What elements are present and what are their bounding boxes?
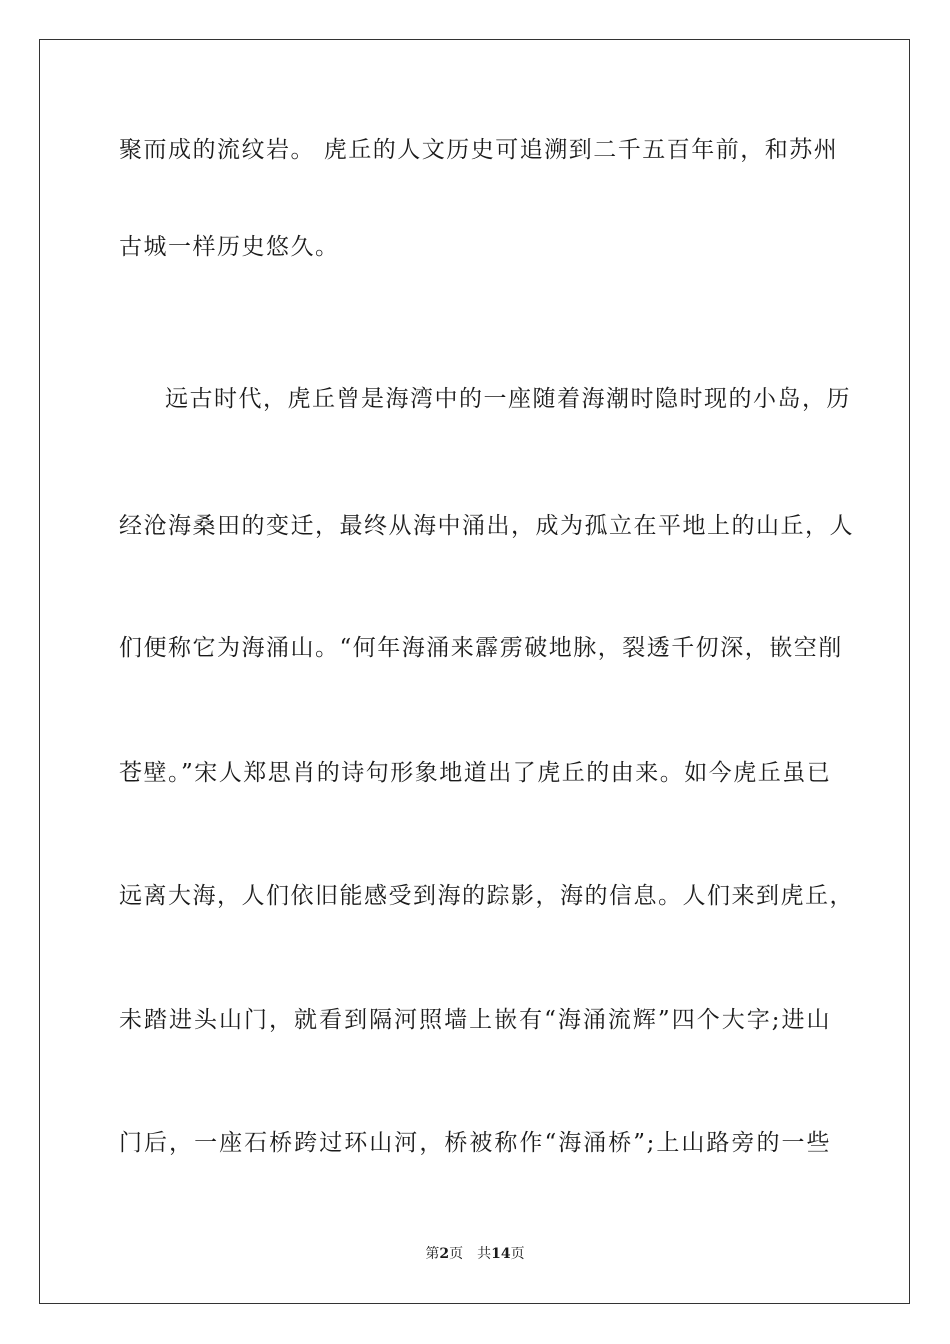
page-prefix: 第: [425, 1246, 440, 1262]
body-text-line: 古城一样历史悠久。: [119, 234, 340, 260]
body-text-line: 未踏进头山门，就看到隔河照墙上嵌有“海涌流辉”四个大字;进山: [119, 1007, 831, 1033]
body-text-line: 经沧海桑田的变迁，最终从海中涌出，成为孤立在平地上的山丘，人: [119, 513, 854, 539]
total-page-count: 14: [491, 1246, 511, 1262]
current-page-number: 2: [439, 1246, 450, 1262]
page-footer: [0, 1244, 950, 1264]
total-unit: 页: [510, 1246, 525, 1262]
page-border: [39, 39, 910, 1304]
page-unit: 页: [449, 1246, 464, 1262]
body-text-line: 们便称它为海涌山。“何年海涌来霹雳破地脉，裂透千仞深，嵌空削: [119, 635, 843, 661]
paragraph-first-line: 远古时代，虎丘曾是海湾中的一座随着海潮时隐时现的小岛，历: [165, 386, 851, 412]
body-text-line: 聚而成的流纹岩。 虎丘的人文历史可追溯到二千五百年前，和苏州: [119, 137, 839, 163]
total-prefix: 共: [477, 1246, 492, 1262]
body-text-line: 苍壁。”宋人郑思肖的诗句形象地道出了虎丘的由来。如今虎丘虽已: [119, 760, 832, 786]
body-text-line: 远离大海，人们依旧能感受到海的踪影，海的信息。人们来到虎丘，: [119, 883, 854, 909]
body-text-line: 门后，一座石桥跨过环山河，桥被称作“海涌桥”;上山路旁的一些: [119, 1130, 831, 1156]
